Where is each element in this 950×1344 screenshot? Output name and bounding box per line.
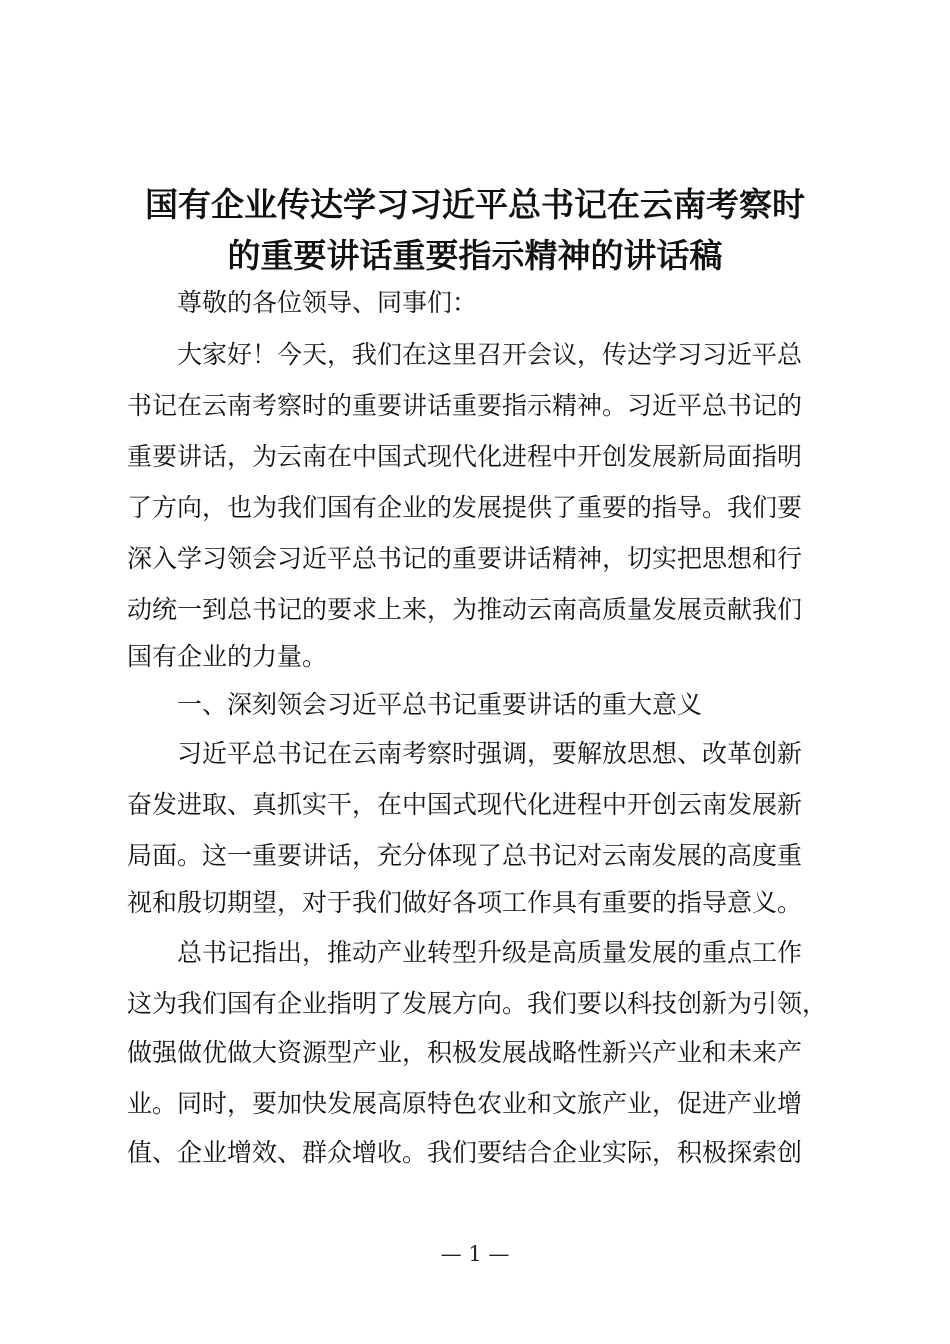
document-title-line-1: 国有企业传达学习习近平总书记在云南考察时 bbox=[145, 185, 805, 224]
body-line: 动统一到总书记的要求上来，为推动云南高质量发展贡献我们 bbox=[127, 595, 803, 624]
section-heading: 一、深刻领会习近平总书记重要讲话的重大意义 bbox=[127, 690, 703, 719]
body-line: 这为我们国有企业指明了发展方向。我们要以科技创新为引领， bbox=[127, 989, 828, 1018]
body-line: 值、企业增效、群众增收。我们要结合企业实际，积极探索创 bbox=[127, 1138, 803, 1167]
body-line: 大家好！今天，我们在这里召开会议，传达学习习近平总 bbox=[127, 340, 803, 369]
body-line: 奋发进取、真抓实干，在中国式现代化进程中开创云南发展新 bbox=[127, 790, 803, 819]
body-line: 视和殷切期望，对于我们做好各项工作具有重要的指导意义。 bbox=[127, 888, 803, 917]
body-line: 局面。这一重要讲话，充分体现了总书记对云南发展的高度重 bbox=[127, 841, 803, 870]
body-line: 习近平总书记在云南考察时强调，要解放思想、改革创新 bbox=[127, 739, 803, 768]
body-line: 总书记指出，推动产业转型升级是高质量发展的重点工作 bbox=[127, 938, 803, 967]
body-line: 国有企业的力量。 bbox=[127, 642, 328, 671]
body-line: 深入学习领会习近平总书记的重要讲话精神，切实把思想和行 bbox=[127, 544, 803, 573]
body-line: 做强做优做大资源型产业，积极发展战略性新兴产业和未来产 bbox=[127, 1038, 803, 1067]
body-line: 业。同时，要加快发展高原特色农业和文旅产业，促进产业增 bbox=[127, 1089, 803, 1118]
body-line: 书记在云南考察时的重要讲话重要指示精神。习近平总书记的 bbox=[127, 391, 803, 420]
salutation: 尊敬的各位领导、同事们： bbox=[127, 288, 478, 317]
page-number: — 1 — bbox=[440, 1242, 510, 1266]
body-line: 重要讲话，为云南在中国式现代化进程中开创发展新局面指明 bbox=[127, 442, 803, 471]
body-line: 了方向，也为我们国有企业的发展提供了重要的指导。我们要 bbox=[127, 493, 803, 522]
document-title-line-2: 的重要讲话重要指示精神的讲话稿 bbox=[227, 236, 723, 275]
